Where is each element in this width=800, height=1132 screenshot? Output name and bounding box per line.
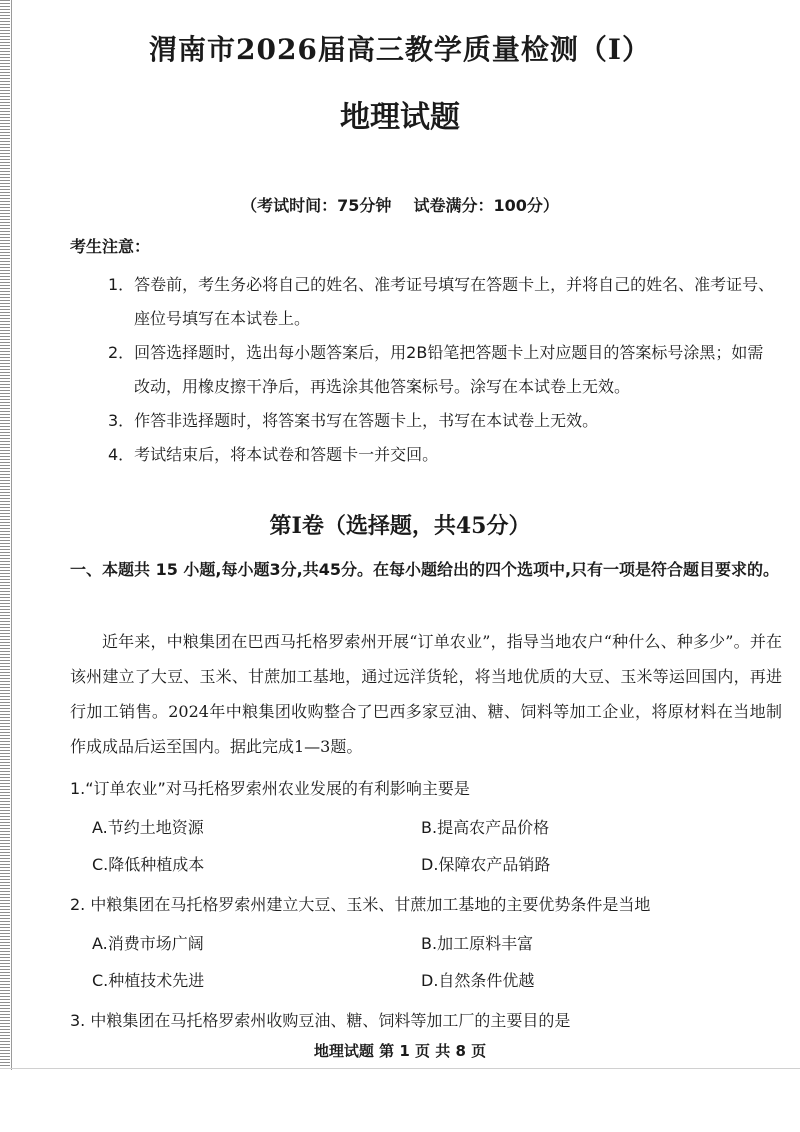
question-1-option-b: B.提高农产品价格 (421, 818, 550, 837)
reading-passage: 近年来，中粮集团在巴西马托格罗索州开展“订单农业”，指导当地农户“种什么、种多少”。并在该州建立了大豆、玉米、甘蔗加工基地，通过远洋货轮，将当地优质的大豆、玉米等运回国内，再进行加工销售。2024年中粮集团收购整合了巴西多家豆油、糖、饲料等加工企业，将原材料在当地制作成成品后运至国内。据此完成1—3题。 (70, 632, 782, 756)
notice-item: 1．答卷前，考生务必将自己的姓名、准考证号填写在答题卡上，并将自己的姓名、准考证号、座位号填写在本试卷上。 (108, 275, 775, 328)
question-1-stem: 1.“订单农业”对马托格罗索州农业发展的有利影响主要是 (70, 779, 470, 798)
notice-item: 4．考试结束后，将本试卷和答题卡一并交回。 (108, 445, 439, 464)
part-instructions: 一、本题共 15 小题,每小题3分,共45分。在每小题给出的四个选项中,只有一项是符合题目要求的。 (70, 560, 780, 579)
question-1-option-c: C.降低种植成本 (92, 855, 205, 874)
notice-list (108, 268, 778, 472)
question-2-option-c: C.种植技术先进 (92, 971, 205, 990)
exam-time: （考试时间：75分钟 (241, 196, 392, 215)
bottom-rule (0, 1068, 800, 1069)
exam-info (0, 193, 800, 216)
notice-heading: 考生注意： (70, 237, 151, 256)
section-title: 第Ⅰ卷（选择题，共45分） (269, 513, 531, 539)
notice-item: 2．回答选择题时，选出每小题答案后，用2B铅笔把答题卡上对应题目的答案标号涂黑；如需改动，用橡皮擦干净后，再选涂其他答案标号。涂写在本试卷上无效。 (108, 343, 764, 396)
question-2-option-a: A.消费市场广阔 (92, 934, 204, 953)
question-3-stem: 3. 中粮集团在马托格罗索州收购豆油、糖、饲料等加工厂的主要目的是 (70, 1011, 571, 1030)
page-footer: 地理试题 第 1 页 共 8 页 (313, 1042, 487, 1060)
full-score: 试卷满分：100分） (413, 196, 559, 215)
question-2-option-d: D.自然条件优越 (421, 971, 535, 990)
question-1-option-d: D.保障农产品销路 (421, 855, 551, 874)
notice-item: 3．作答非选择题时，将答案书写在答题卡上，书写在本试卷上无效。 (108, 411, 599, 430)
question-2-option-b: B.加工原料丰富 (421, 934, 534, 953)
question-1-option-a: A.节约土地资源 (92, 818, 204, 837)
subject-title: 地理试题 (340, 100, 460, 135)
question-2-stem: 2. 中粮集团在马托格罗索州建立大豆、玉米、甘蔗加工基地的主要优势条件是当地 (70, 895, 651, 914)
exam-title: 渭南市2026届高三教学质量检测（Ⅰ） (148, 33, 652, 66)
